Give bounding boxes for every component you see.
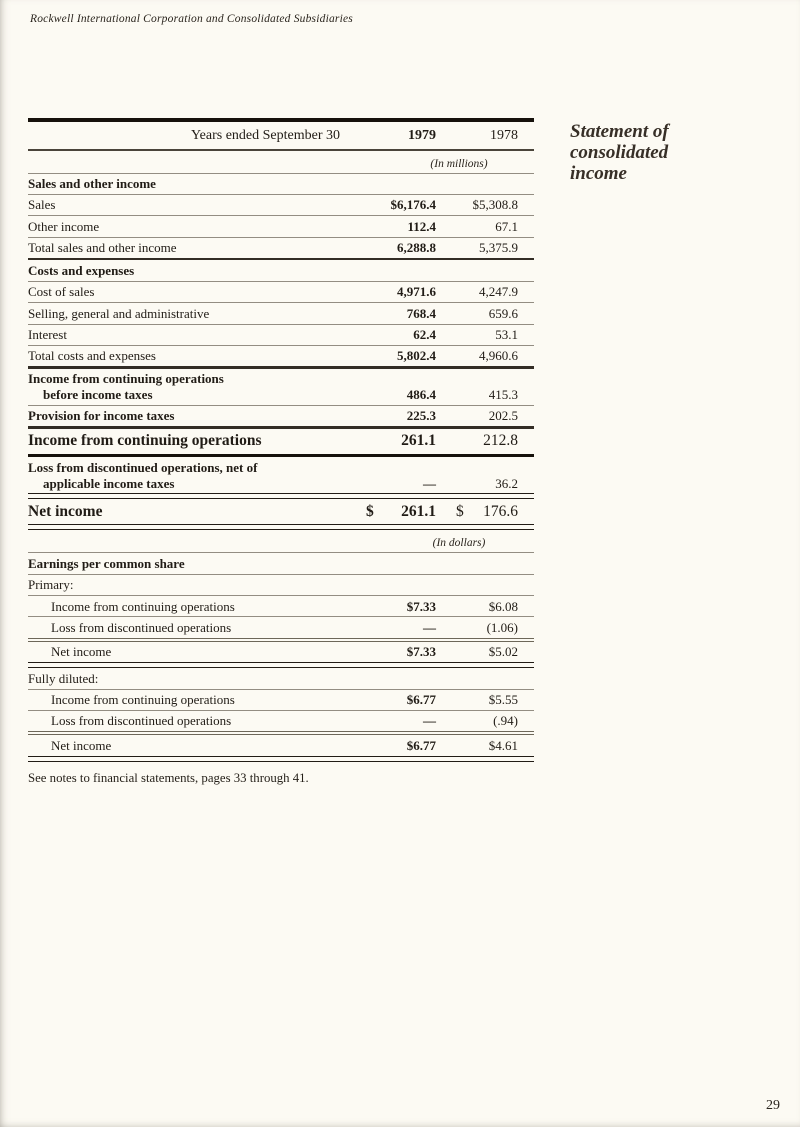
value-1978: $6.08 (488, 598, 518, 614)
table-row (28, 575, 534, 595)
table-row (28, 303, 534, 323)
value-1978: $5,308.8 (472, 197, 518, 213)
row-label: Net income (51, 644, 112, 660)
row-label: Costs and expenses (28, 262, 135, 278)
row-label: Earnings per common share (28, 555, 185, 571)
row-label: Loss from discontinued operations (51, 713, 232, 729)
value-1978: 4,960.6 (479, 348, 518, 364)
footnote: See notes to financial statements, pages 33 through 41. (28, 770, 309, 785)
units-caption: (In dollars) (432, 537, 486, 550)
value-1978: $ 176.6 (436, 503, 518, 522)
table-row (28, 429, 534, 454)
masthead: Rockwell International Corporation and Consolidated Subsidiaries (30, 13, 353, 25)
table-row (28, 711, 534, 731)
row-label: Interest (28, 327, 67, 343)
value-1979: $7.33 (406, 598, 436, 614)
row-label: Sales and other income (28, 176, 156, 191)
row-label: Loss from discontinued operations (51, 619, 232, 635)
statement-title-line: consolidated (570, 142, 669, 163)
value-1978: 53.1 (495, 327, 518, 343)
value-1979: $6.77 (406, 737, 436, 753)
row-label: Sales (28, 197, 56, 213)
currency-symbol: $ (456, 502, 464, 520)
value-1979: — (423, 475, 436, 491)
table-row (28, 406, 534, 426)
units-caption-row (28, 151, 534, 173)
table-row (28, 457, 534, 493)
row-label: Total sales and other income (28, 240, 177, 256)
value-1979: $7.33 (406, 644, 436, 660)
table-row (28, 735, 534, 755)
value-1979: $ 261.1 (346, 503, 436, 522)
value-1979: 5,802.4 (397, 348, 436, 364)
value-1978: 5,375.9 (479, 240, 518, 256)
value-1979: 768.4 (406, 305, 436, 321)
table-row (28, 690, 534, 710)
row-label: Income from continuing operations before income taxes (28, 371, 224, 403)
value-1978: (.94) (493, 713, 518, 729)
table-row (28, 216, 534, 236)
section-header-row (28, 260, 534, 280)
row-label: Total costs and expenses (28, 348, 156, 364)
row-label: Loss from discontinued operations, net of applicable income taxes (28, 459, 258, 491)
income-table-rows (28, 151, 534, 762)
table-row (28, 369, 534, 405)
table-header-label: Years ended September 30 (190, 128, 340, 143)
column-header-1978: 1978 (490, 128, 518, 143)
value-1979: — (423, 713, 436, 729)
value-1978: 212.8 (483, 432, 518, 450)
section-header-row (28, 174, 534, 194)
value-1978: 67.1 (495, 218, 518, 234)
value-1979: — (423, 619, 436, 635)
table-header-row (28, 122, 534, 149)
table-row (28, 282, 534, 302)
row-label: Primary: (28, 577, 74, 593)
table-row (28, 668, 534, 688)
row-label: Cost of sales (28, 284, 95, 300)
row-label: Net income (28, 502, 103, 520)
statement-title-line: income (570, 163, 627, 184)
table-row (28, 499, 534, 524)
section-header-row (28, 553, 534, 573)
value-1978: 659.6 (488, 305, 518, 321)
row-label: Income from continuing operations (51, 598, 235, 614)
row-label: Net income (51, 737, 112, 753)
value-1979: 62.4 (413, 327, 436, 343)
units-caption: (In millions) (430, 157, 488, 170)
value-1978: (1.06) (486, 619, 518, 635)
value-1979: 4,971.6 (397, 284, 436, 300)
table-row (28, 325, 534, 345)
table-row (28, 642, 534, 662)
value-1978: $5.02 (488, 644, 518, 660)
value-1978: 202.5 (488, 408, 518, 424)
value-1978: 415.3 (488, 387, 518, 403)
value-1978: 4,247.9 (479, 284, 518, 300)
rule (28, 756, 534, 762)
value-1979: 261.1 (401, 432, 436, 450)
value-1979: 6,288.8 (397, 240, 436, 256)
table-row (28, 238, 534, 258)
row-label: Income from continuing operations (28, 432, 262, 450)
statement-title-line: Statement of (570, 121, 669, 142)
value-1979: 225.3 (406, 408, 436, 424)
value-1978: $4.61 (488, 737, 518, 753)
statement-title (570, 121, 780, 184)
page-number: 29 (766, 1098, 780, 1113)
table-row (28, 346, 534, 366)
units-caption-row (28, 530, 534, 552)
row-label: Fully diluted: (28, 670, 99, 686)
table-row (28, 617, 534, 637)
row-label: Income from continuing operations (51, 692, 235, 707)
value-1979: $6.77 (406, 692, 436, 707)
value-1979: 112.4 (407, 218, 436, 234)
value-1978: $5.55 (488, 692, 518, 707)
row-label: Other income (28, 218, 100, 234)
income-statement-table (28, 118, 534, 786)
table-row (28, 596, 534, 616)
column-header-1979: 1979 (408, 128, 436, 143)
row-label: Provision for income taxes (28, 408, 175, 424)
value-1979: $6,176.4 (390, 197, 436, 213)
currency-symbol: $ (366, 502, 374, 520)
row-label: Selling, general and administrative (28, 305, 210, 321)
value-1979: 486.4 (406, 387, 436, 403)
value-1978: 36.2 (495, 475, 518, 491)
table-row (28, 195, 534, 215)
